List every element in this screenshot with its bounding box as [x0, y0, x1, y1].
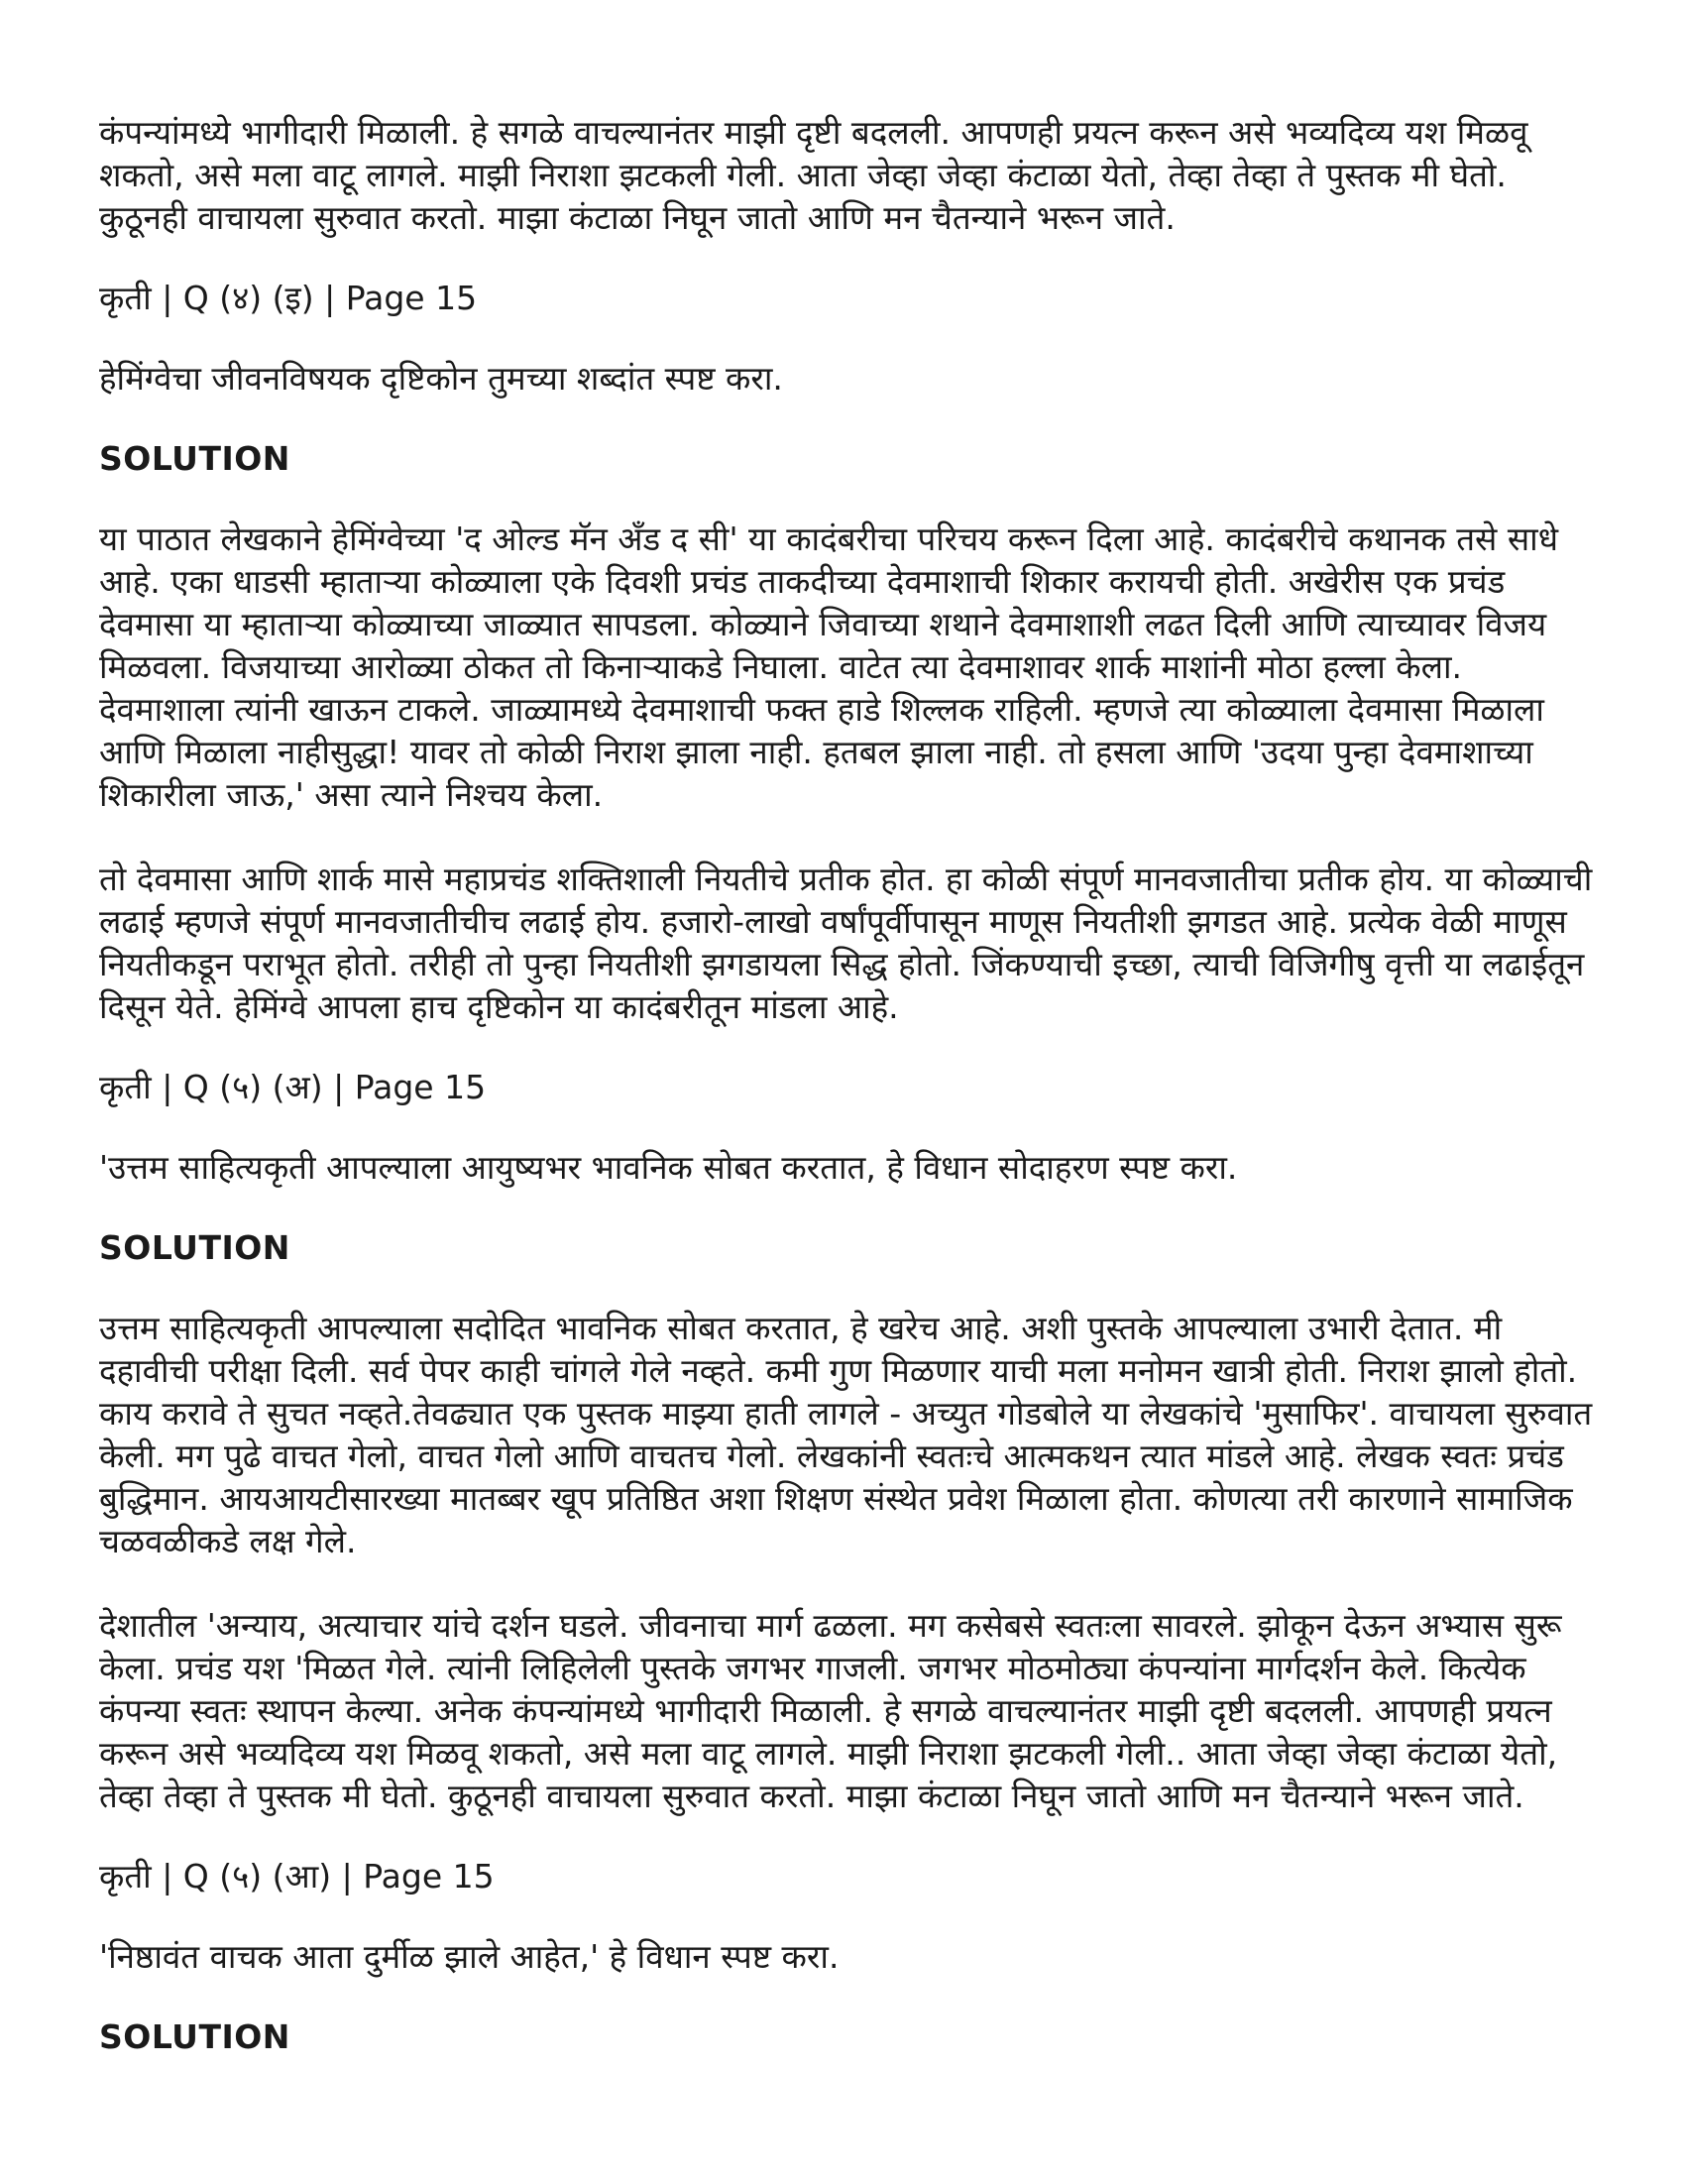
question-meta: कृती | Q (४) (इ) | Page 15 [99, 279, 478, 317]
question-text: 'उत्तम साहित्यकृती आपल्याला आयुष्यभर भावनिक सोबत करतात, हे विधान सोदाहरण स्पष्ट करा. [99, 1148, 1238, 1187]
question-text: हेमिंग्वेचा जीवनविषयक दृष्टिकोन तुमच्या शब्दांत स्पष्ट करा. [99, 359, 783, 398]
question-text: 'निष्ठावंत वाचक आता दुर्मीळ झाले आहेत,' हे विधान स्पष्ट करा. [99, 1937, 840, 1976]
question-meta: कृती | Q (५) (आ) | Page 15 [99, 1857, 495, 1896]
answer-paragraph: देशातील 'अन्याय, अत्याचार यांचे दर्शन घडले. जीवनाचा मार्ग ढळला. मग कसेबसे स्वतःला सावरले. झोकून देऊन अभ्यास सुरू केला. प्रचंड यश 'मिळत गेले. त्यांनी लिहिलेली पुस्तके जगभर गाजली. जगभर मोठमोठ्या कंपन्यांना मार्गदर्शन केले. कित्येक कंपन्या स्वतः स्थापन केल्या. अनेक कंपन्यांमध्ये भागीदारी मिळाली. हे सगळे वाचल्यानंतर माझी दृष्टी बदलली. आपणही प्रयत्न करून असे भव्यदिव्य यश मिळवू शकतो, असे मला वाटू लागले. माझी निराशा झटकली गेली.. आता जेव्हा जेव्हा कंटाळा येतो, तेव्हा तेव्हा ते पुस्तक मी घेतो. कुठूनही वाचायला सुरुवात करतो. माझा कंटाळा निघून जातो आणि मन चैतन्याने भरून जाते. [99, 1606, 1562, 1815]
solution-heading: SOLUTION [99, 439, 290, 478]
answer-paragraph: तो देवमासा आणि शार्क मासे महाप्रचंड शक्तिशाली नियतीचे प्रतीक होत. हा कोळी संपूर्ण मानवजातीचा प्रतीक होय. या कोळ्याची लढाई म्हणजे संपूर्ण मानवजातीचीच लढाई होय. हजारो-लाखो वर्षांपूर्वीपासून माणूस नियतीशी झगडत आहे. प्रत्येक वेळी माणूस नियतीकडून पराभूत होतो. तरीही तो पुन्हा नियतीशी झगडायला सिद्ध होतो. जिंकण्याची इच्छा, त्याची विजिगीषु वृत्ती या लढाईतून दिसून येते. हेमिंग्वे आपला हाच दृष्टिकोन या कादंबरीतून मांडला आहे. [99, 860, 1593, 1026]
intro-paragraph: कंपन्यांमध्ये भागीदारी मिळाली. हे सगळे वाचल्यानंतर माझी दृष्टी बदलली. आपणही प्रयत्न करून असे भव्यदिव्य यश मिळवू शकतो, असे मला वाटू लागले. माझी निराशा झटकली गेली. आता जेव्हा जेव्हा कंटाळा येतो, तेव्हा तेव्हा ते पुस्तक मी घेतो. कुठूनही वाचायला सुरुवात करतो. माझा कंटाळा निघून जातो आणि मन चैतन्याने भरून जाते. [99, 113, 1528, 237]
solution-heading: SOLUTION [99, 1228, 290, 1267]
question-meta: कृती | Q (५) (अ) | Page 15 [99, 1068, 487, 1106]
solution-heading: SOLUTION [99, 2017, 290, 2056]
answer-paragraph: या पाठात लेखकाने हेमिंग्वेच्या 'द ओल्ड मॅन अँड द सी' या कादंबरीचा परिचय करून दिला आहे. कादंबरीचे कथानक तसे साधे आहे. एका धाडसी म्हाताऱ्या कोळ्याला एके दिवशी प्रचंड ताकदीच्या देवमाशाची शिकार करायची होती. अखेरीस एक प्रचंड देवमासा या म्हाताऱ्या कोळ्याच्या जाळ्यात सापडला. कोळ्याने जिवाच्या शथाने देवमाशाशी लढत दिली आणि त्याच्यावर विजय मिळवला. विजयाच्या आरोळ्या ठोकत तो किनाऱ्याकडे निघाला. वाटेत त्या देवमाशावर शार्क माशांनी मोठा हल्ला केला. देवमाशाला त्यांनी खाऊन टाकले. जाळ्यामध्ये देवमाशाची फक्त हाडे शिल्लक राहिली. म्हणजे त्या कोळ्याला देवमासा मिळाला आणि मिळाला नाहीसुद्धा! यावर तो कोळी निराश झाला नाही. हतबल झाला नाही. तो हसला आणि 'उदया पुन्हा देवमाशाच्या शिकारीला जाऊ,' असा त्याने निश्चय केला. [99, 519, 1559, 814]
answer-paragraph: उत्तम साहित्यकृती आपल्याला सदोदित भावनिक सोबत करतात, हे खरेच आहे. अशी पुस्तके आपल्याला उभारी देतात. मी दहावीची परीक्षा दिली. सर्व पेपर काही चांगले गेले नव्हते. कमी गुण मिळणार याची मला मनोमन खात्री होती. निराश झालो होतो. काय करावे ते सुचत नव्हते.तेवढ्यात एक पुस्तक माझ्या हाती लागले - अच्युत गोडबोले या लेखकांचे 'मुसाफिर'. वाचायला सुरुवात केली. मग पुढे वाचत गेलो, वाचत गेलो आणि वाचतच गेलो. लेखकांनी स्वतःचे आत्मकथन त्यात मांडले आहे. लेखक स्वतः प्रचंड बुद्धिमान. आयआयटीसारख्या मातब्बर खूप प्रतिष्ठित अशा शिक्षण संस्थेत प्रवेश मिळाला होता. कोणत्या तरी कारणाने सामाजिक चळवळीकडे लक्ष गेले. [99, 1309, 1593, 1560]
document-page [99, 111, 1596, 2058]
